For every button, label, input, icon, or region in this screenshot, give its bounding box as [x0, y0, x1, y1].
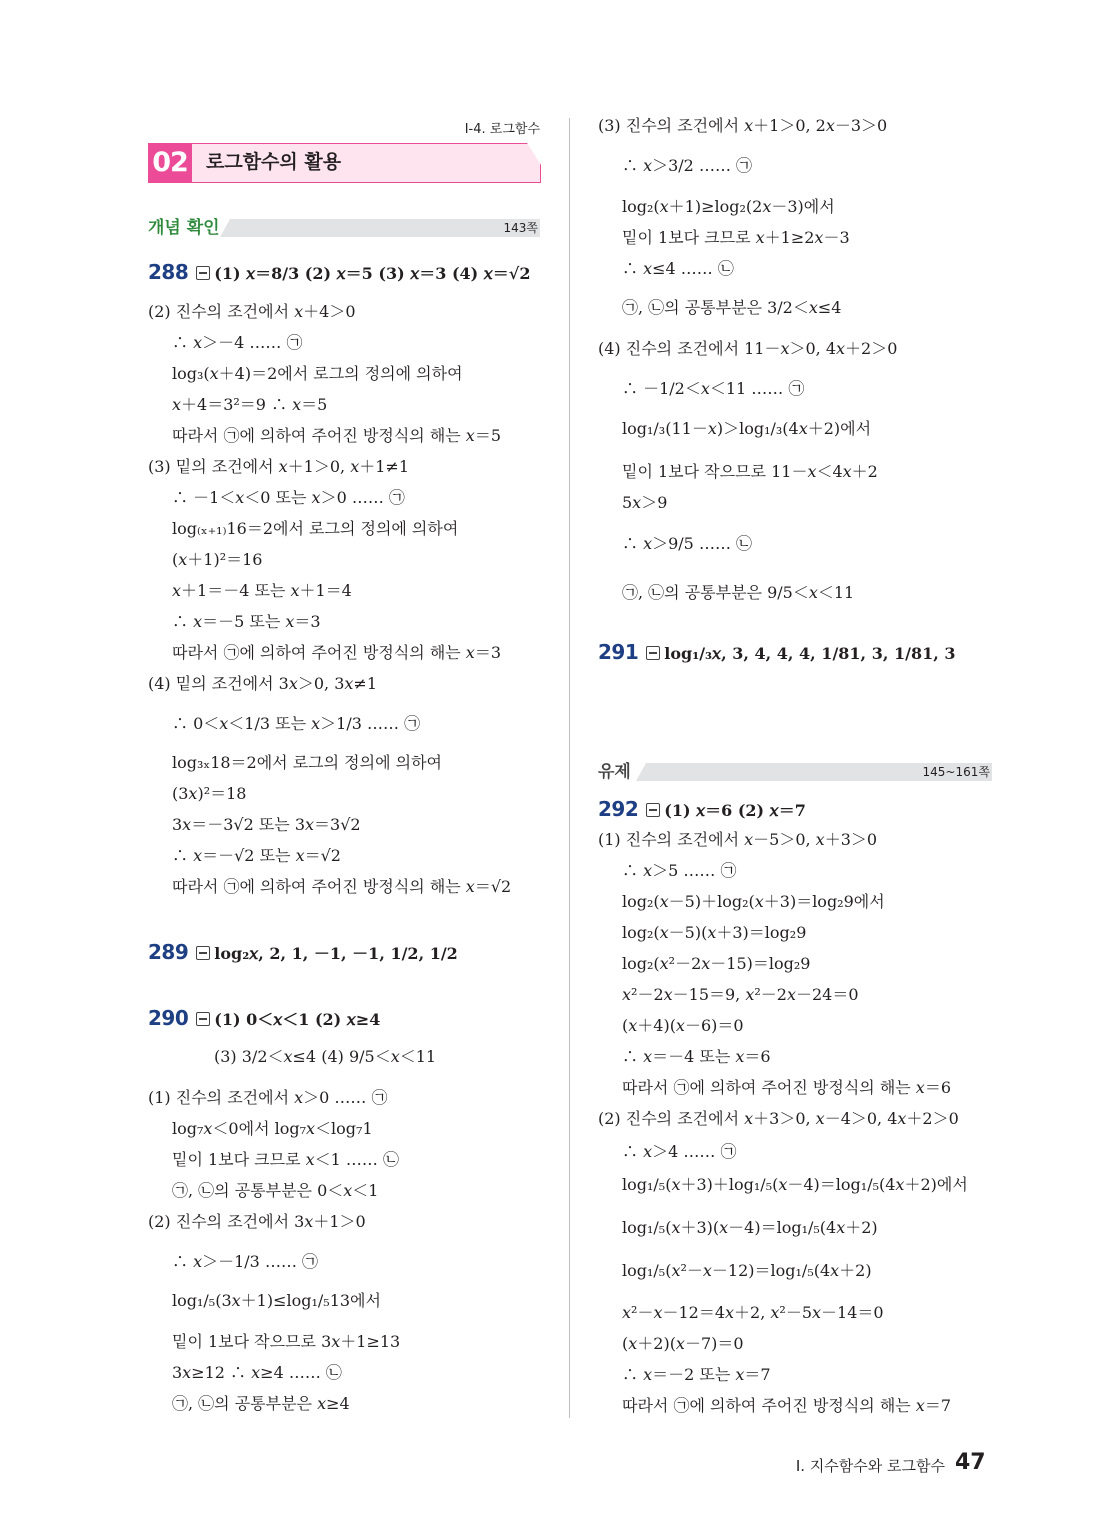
left-solution-line: [172, 1252, 318, 1272]
line-text: (2) 진수의 조건에서 𝑥＋4＞0: [148, 302, 356, 321]
right-solution-line: [622, 1175, 968, 1195]
page-number: 47: [955, 1450, 986, 1475]
line-text: 𝑥²－𝑥－12＝4𝑥＋2, 𝑥²－5𝑥－14＝0: [622, 1303, 884, 1322]
problem-292-answer: [598, 799, 806, 821]
right-solution-line: [622, 1047, 771, 1067]
left-solution-line: [148, 302, 356, 322]
right-solution-line: [622, 462, 878, 482]
line-text: (1) 𝑥＝8/3 (2) 𝑥＝5 (3) 𝑥＝3 (4) 𝑥＝√2: [214, 264, 531, 283]
left-solution-line: [172, 581, 352, 601]
left-solution-line: [172, 815, 361, 835]
concept-check-title: 개념 확인: [148, 218, 220, 238]
right-solution-line: [622, 1334, 744, 1354]
line-text: ∴ 𝑥＝－√2 또는 𝑥＝√2: [172, 846, 341, 865]
left-solution-line: [172, 643, 501, 663]
concept-check-page: 143쪽: [503, 221, 538, 235]
left-solution-line: [172, 426, 501, 446]
line-text: ∴ 𝑥＞9/5 …… ㉡: [622, 534, 753, 553]
left-solution-line: [172, 333, 302, 353]
line-text: (𝑥＋2)(𝑥－7)＝0: [622, 1334, 744, 1353]
right-solution-line: [622, 954, 810, 974]
left-solution-line: [172, 1181, 378, 1201]
line-text: 𝑥²－2𝑥－15＝9, 𝑥²－2𝑥－24＝0: [622, 985, 859, 1004]
right-solution-line: [622, 583, 854, 603]
left-solution-line: [172, 784, 246, 804]
line-text: ∴ 0＜𝑥＜1/3 또는 𝑥＞1/3 …… ㉠: [172, 714, 421, 733]
problem-288-answer: [148, 262, 530, 284]
answer-icon: [196, 266, 210, 280]
line-text: (3) 밑의 조건에서 𝑥＋1＞0, 𝑥＋1≠1: [148, 457, 410, 476]
right-solution-line: [622, 379, 804, 399]
answer-icon: [196, 946, 210, 960]
right-solution-line: [622, 1303, 884, 1323]
column-divider: [569, 118, 570, 1418]
line-text: log₃ₓ18＝2에서 로그의 정의에 의하여: [172, 753, 443, 772]
section-header: [148, 143, 540, 183]
problem-289-answer: [148, 942, 458, 964]
line-text: 따라서 ㉠에 의하여 주어진 방정식의 해는 𝑥＝3: [172, 643, 502, 662]
right-solution-line: [622, 861, 736, 881]
left-solution-line: [214, 1047, 436, 1067]
problem-291-answer: [598, 642, 955, 664]
line-text: log₁/₅(3𝑥＋1)≤log₁/₅13에서: [172, 1291, 381, 1310]
line-text: ㉠, ㉡의 공통부분은 3/2＜𝑥≤4: [622, 298, 842, 317]
line-text: log₃(𝑥＋4)＝2에서 로그의 정의에 의하여: [172, 364, 463, 383]
line-text: (𝑥＋1)²＝16: [172, 550, 263, 569]
left-solution-line: [172, 395, 327, 415]
line-text: ㉠, ㉡의 공통부분은 𝑥≥4: [172, 1394, 350, 1413]
answer-icon: [646, 646, 660, 660]
line-text: ∴ 𝑥＝－4 또는 𝑥＝6: [622, 1047, 771, 1066]
right-solution-line: [598, 1109, 959, 1129]
line-text: (2) 진수의 조건에서 3𝑥＋1＞0: [148, 1212, 366, 1231]
line-text: (4) 진수의 조건에서 11－𝑥＞0, 4𝑥＋2＞0: [598, 339, 898, 358]
line-text: 밑이 1보다 작으므로 3𝑥＋1≥13: [172, 1332, 401, 1351]
right-solution-line: [622, 493, 667, 513]
line-text: 3𝑥≥12 ∴ 𝑥≥4 …… ㉡: [172, 1363, 342, 1382]
answer-icon: [646, 803, 660, 817]
line-text: (1) 𝑥＝6 (2) 𝑥＝7: [664, 801, 806, 820]
line-text: ∴ 𝑥＞4 …… ㉠: [622, 1142, 737, 1161]
line-text: log₁/₅(𝑥＋3)(𝑥－4)＝log₁/₅(4𝑥＋2): [622, 1218, 878, 1237]
left-solution-line: [172, 519, 458, 539]
concept-check-bar-fill: [220, 219, 540, 237]
right-solution-line: [598, 116, 887, 136]
line-text: log₂(𝑥²－2𝑥－15)＝log₂9: [622, 954, 811, 973]
section-title: 로그함수의 활용: [206, 151, 342, 173]
line-text: 밑이 1보다 크므로 𝑥＜1 …… ㉡: [172, 1150, 400, 1169]
practice-page: 145~161쪽: [922, 765, 990, 779]
left-solution-line: [172, 488, 405, 508]
problem-number: 291: [598, 640, 639, 664]
left-solution-line: [172, 714, 420, 734]
right-solution-line: [622, 534, 752, 554]
line-text: (1) 진수의 조건에서 𝑥＞0 …… ㉠: [148, 1088, 388, 1107]
left-solution-line: [172, 550, 262, 570]
line-text: 5𝑥＞9: [622, 493, 668, 512]
line-text: log₍ₓ₊₁₎16＝2에서 로그의 정의에 의하여: [172, 519, 459, 538]
left-solution-line: [172, 1150, 399, 1170]
problem-290-answer: [148, 1008, 380, 1030]
right-solution-line: [622, 1078, 951, 1098]
left-solution-line: [172, 364, 463, 384]
right-solution-line: [622, 197, 835, 217]
line-text: log₁/₅(𝑥＋3)＋log₁/₅(𝑥－4)＝log₁/₅(4𝑥＋2)에서: [622, 1175, 968, 1194]
left-solution-line: [172, 1394, 350, 1414]
line-text: ∴ 𝑥＝－5 또는 𝑥＝3: [172, 612, 321, 631]
line-text: (2) 진수의 조건에서 𝑥＋3＞0, 𝑥－4＞0, 4𝑥＋2＞0: [598, 1109, 959, 1128]
left-solution-line: [172, 877, 511, 897]
right-solution-line: [622, 1396, 951, 1416]
right-solution-line: [622, 1016, 744, 1036]
line-text: (1) 0＜𝑥＜1 (2) 𝑥≥4: [214, 1010, 381, 1029]
left-solution-line: [148, 1212, 366, 1232]
line-text: ∴ －1＜𝑥＜0 또는 𝑥＞0 …… ㉠: [172, 488, 405, 507]
right-solution-line: [598, 830, 877, 850]
right-solution-line: [622, 1218, 878, 1238]
answer-icon: [196, 1012, 210, 1026]
left-solution-line: [148, 1088, 388, 1108]
right-solution-line: [622, 419, 871, 439]
line-text: (𝑥＋4)(𝑥－6)＝0: [622, 1016, 744, 1035]
line-text: ㉠, ㉡의 공통부분은 9/5＜𝑥＜11: [622, 583, 855, 602]
practice-bar: [598, 762, 992, 782]
line-text: (3) 진수의 조건에서 𝑥＋1＞0, 2𝑥－3＞0: [598, 116, 888, 135]
left-solution-line: [148, 457, 409, 477]
problem-number: 292: [598, 797, 639, 821]
line-text: 따라서 ㉠에 의하여 주어진 방정식의 해는 𝑥＝√2: [172, 877, 512, 896]
line-text: log₂(𝑥－5)＋log₂(𝑥＋3)＝log₂9에서: [622, 892, 885, 911]
concept-check-bar: [148, 218, 540, 238]
line-text: ∴ 𝑥＝－2 또는 𝑥＝7: [622, 1365, 771, 1384]
line-text: log₁/₃(11－𝑥)＞log₁/₃(4𝑥＋2)에서: [622, 419, 872, 438]
left-solution-line: [172, 1291, 381, 1311]
line-text: 3𝑥＝－3√2 또는 3𝑥＝3√2: [172, 815, 361, 834]
line-text: 밑이 1보다 크므로 𝑥＋1≥2𝑥－3: [622, 228, 850, 247]
left-solution-line: [172, 612, 321, 632]
practice-title: 유제: [598, 762, 631, 782]
line-text: 따라서 ㉠에 의하여 주어진 방정식의 해는 𝑥＝5: [172, 426, 502, 445]
left-solution-line: [172, 1332, 400, 1352]
line-text: log₁/₅(𝑥²－𝑥－12)＝log₁/₅(4𝑥＋2): [622, 1261, 872, 1280]
left-solution-line: [148, 674, 377, 694]
line-text: ∴ 𝑥＞－1/3 …… ㉠: [172, 1252, 319, 1271]
line-text: 따라서 ㉠에 의하여 주어진 방정식의 해는 𝑥＝7: [622, 1396, 952, 1415]
problem-number: 288: [148, 260, 189, 284]
line-text: 밑이 1보다 작으므로 11－𝑥＜4𝑥＋2: [622, 462, 878, 481]
line-text: ㉠, ㉡의 공통부분은 0＜𝑥＜1: [172, 1181, 379, 1200]
left-solution-line: [172, 753, 442, 773]
right-solution-line: [622, 985, 859, 1005]
left-solution-line: [172, 1363, 342, 1383]
line-text: 𝑥＋1＝－4 또는 𝑥＋1＝4: [172, 581, 352, 600]
line-text: (1) 진수의 조건에서 𝑥－5＞0, 𝑥＋3＞0: [598, 830, 878, 849]
line-text: 따라서 ㉠에 의하여 주어진 방정식의 해는 𝑥＝6: [622, 1078, 952, 1097]
section-number: 02: [148, 143, 192, 183]
problem-number: 290: [148, 1006, 189, 1030]
line-text: ∴ 𝑥≤4 …… ㉡: [622, 259, 734, 278]
chapter-label: I-4. 로그함수: [464, 122, 540, 137]
line-text: log₇𝑥＜0에서 log₇𝑥＜log₇1: [172, 1119, 373, 1138]
right-solution-line: [622, 156, 752, 176]
line-text: ∴ 𝑥＞3/2 …… ㉠: [622, 156, 753, 175]
right-solution-line: [622, 892, 885, 912]
line-text: ∴ －1/2＜𝑥＜11 …… ㉠: [622, 379, 805, 398]
line-text: 𝑥＋4＝3²＝9 ∴ 𝑥＝5: [172, 395, 328, 414]
right-solution-line: [622, 228, 850, 248]
footer-label: I. 지수함수와 로그함수: [795, 1457, 945, 1475]
line-text: log₂𝑥, 2, 1, －1, －1, 1/2, 1/2: [214, 944, 458, 963]
right-solution-line: [622, 298, 841, 318]
line-text: ∴ 𝑥＞－4 …… ㉠: [172, 333, 303, 352]
problem-number: 289: [148, 940, 189, 964]
line-text: log₂(𝑥＋1)≥log₂(2𝑥－3)에서: [622, 197, 835, 216]
right-solution-line: [598, 339, 897, 359]
left-solution-line: [172, 1119, 373, 1139]
line-text: ∴ 𝑥＞5 …… ㉠: [622, 861, 737, 880]
right-solution-line: [622, 1365, 771, 1385]
line-text: (3) 3/2＜𝑥≤4 (4) 9/5＜𝑥＜11: [214, 1047, 437, 1066]
line-text: (4) 밑의 조건에서 3𝑥＞0, 3𝑥≠1: [148, 674, 378, 693]
left-solution-line: [172, 846, 341, 866]
line-text: (3𝑥)²＝18: [172, 784, 247, 803]
line-text: log₂(𝑥－5)(𝑥＋3)＝log₂9: [622, 923, 807, 942]
line-text: log₁/₃𝑥, 3, 4, 4, 4, 1/81, 3, 1/81, 3: [664, 644, 956, 663]
right-solution-line: [622, 923, 806, 943]
right-solution-line: [622, 1261, 872, 1281]
right-solution-line: [622, 1142, 736, 1162]
right-solution-line: [622, 259, 734, 279]
